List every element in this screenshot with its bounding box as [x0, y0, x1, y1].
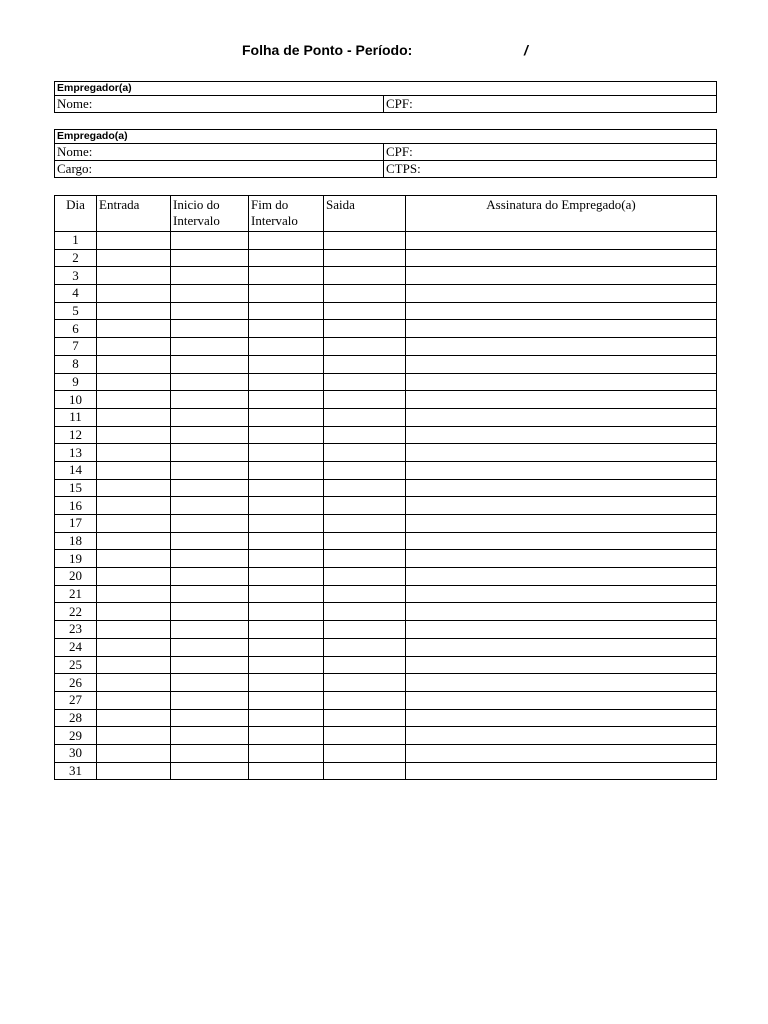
timesheet-header-row	[55, 196, 717, 232]
employer-section-label: Empregador(a)	[55, 82, 717, 96]
exit-cell[interactable]	[324, 461, 406, 479]
break-start-cell[interactable]	[171, 408, 249, 426]
break-start-line1: Inicio do	[173, 197, 220, 212]
day-number: 16	[55, 497, 97, 515]
exit-cell[interactable]	[324, 285, 406, 303]
title-text: Folha de Ponto - Período:	[242, 42, 413, 58]
day-number: 10	[55, 391, 97, 409]
break-end-cell[interactable]	[249, 249, 324, 267]
signature-cell[interactable]	[406, 479, 717, 497]
exit-cell[interactable]	[324, 391, 406, 409]
break-start-cell[interactable]	[171, 691, 249, 709]
break-end-cell[interactable]	[249, 568, 324, 586]
column-header-signature: Assinatura do Empregado(a)	[406, 196, 717, 232]
employer-name-field[interactable]: Nome:	[55, 96, 384, 113]
break-end-cell[interactable]	[249, 515, 324, 533]
break-end-cell[interactable]	[249, 373, 324, 391]
break-end-cell[interactable]	[249, 532, 324, 550]
exit-cell[interactable]	[324, 656, 406, 674]
table-row	[55, 638, 717, 656]
break-start-cell[interactable]	[171, 355, 249, 373]
table-row	[55, 585, 717, 603]
day-number: 11	[55, 408, 97, 426]
entry-cell[interactable]	[97, 426, 171, 444]
entry-cell[interactable]	[97, 302, 171, 320]
exit-cell[interactable]	[324, 355, 406, 373]
employee-name-field[interactable]: Nome:	[55, 144, 384, 161]
day-number: 18	[55, 532, 97, 550]
day-number: 4	[55, 285, 97, 303]
table-row	[55, 391, 717, 409]
exit-cell[interactable]	[324, 444, 406, 462]
break-start-cell[interactable]	[171, 461, 249, 479]
signature-cell[interactable]	[406, 762, 717, 780]
signature-cell[interactable]	[406, 355, 717, 373]
entry-cell[interactable]	[97, 550, 171, 568]
table-row	[55, 232, 717, 250]
exit-cell[interactable]	[324, 762, 406, 780]
signature-cell[interactable]	[406, 267, 717, 285]
signature-cell[interactable]	[406, 585, 717, 603]
exit-cell[interactable]	[324, 621, 406, 639]
signature-cell[interactable]	[406, 249, 717, 267]
entry-cell[interactable]	[97, 603, 171, 621]
day-number: 24	[55, 638, 97, 656]
entry-cell[interactable]	[97, 461, 171, 479]
break-end-cell[interactable]	[249, 621, 324, 639]
break-start-cell[interactable]	[171, 391, 249, 409]
day-number: 7	[55, 338, 97, 356]
break-end-cell[interactable]	[249, 709, 324, 727]
break-end-cell[interactable]	[249, 638, 324, 656]
day-number: 1	[55, 232, 97, 250]
signature-cell[interactable]	[406, 426, 717, 444]
employee-section-label: Empregado(a)	[55, 130, 717, 144]
exit-cell[interactable]	[324, 373, 406, 391]
break-start-cell[interactable]	[171, 320, 249, 338]
entry-cell[interactable]	[97, 638, 171, 656]
break-end-cell[interactable]	[249, 391, 324, 409]
exit-cell[interactable]	[324, 691, 406, 709]
entry-cell[interactable]	[97, 497, 171, 515]
break-start-cell[interactable]	[171, 656, 249, 674]
column-header-day: Dia	[55, 196, 97, 232]
day-number: 21	[55, 585, 97, 603]
break-start-cell[interactable]	[171, 515, 249, 533]
entry-cell[interactable]	[97, 373, 171, 391]
exit-cell[interactable]	[324, 638, 406, 656]
entry-cell[interactable]	[97, 338, 171, 356]
break-end-cell[interactable]	[249, 426, 324, 444]
exit-cell[interactable]	[324, 426, 406, 444]
break-start-cell[interactable]	[171, 585, 249, 603]
signature-cell[interactable]	[406, 603, 717, 621]
day-number: 27	[55, 691, 97, 709]
table-row	[55, 674, 717, 692]
entry-cell[interactable]	[97, 674, 171, 692]
entry-cell[interactable]	[97, 621, 171, 639]
entry-cell[interactable]	[97, 515, 171, 533]
table-row	[55, 603, 717, 621]
break-end-cell[interactable]	[249, 408, 324, 426]
signature-cell[interactable]	[406, 232, 717, 250]
table-row	[55, 267, 717, 285]
table-row	[55, 550, 717, 568]
table-row	[55, 479, 717, 497]
exit-cell[interactable]	[324, 603, 406, 621]
table-row	[55, 709, 717, 727]
exit-cell[interactable]	[324, 709, 406, 727]
entry-cell[interactable]	[97, 408, 171, 426]
column-header-exit: Saida	[324, 196, 406, 232]
break-end-line2: Intervalo	[251, 213, 298, 228]
break-start-cell[interactable]	[171, 674, 249, 692]
entry-cell[interactable]	[97, 656, 171, 674]
signature-cell[interactable]	[406, 691, 717, 709]
entry-cell[interactable]	[97, 285, 171, 303]
break-start-cell[interactable]	[171, 744, 249, 762]
signature-cell[interactable]	[406, 568, 717, 586]
day-number: 9	[55, 373, 97, 391]
signature-cell[interactable]	[406, 338, 717, 356]
break-start-cell[interactable]	[171, 762, 249, 780]
day-number: 17	[55, 515, 97, 533]
break-end-cell[interactable]	[249, 656, 324, 674]
day-number: 8	[55, 355, 97, 373]
exit-cell[interactable]	[324, 338, 406, 356]
signature-cell[interactable]	[406, 550, 717, 568]
entry-cell[interactable]	[97, 391, 171, 409]
break-end-cell[interactable]	[249, 232, 324, 250]
break-start-cell[interactable]	[171, 338, 249, 356]
entry-cell[interactable]	[97, 744, 171, 762]
signature-cell[interactable]	[406, 461, 717, 479]
break-start-cell[interactable]	[171, 249, 249, 267]
entry-cell[interactable]	[97, 709, 171, 727]
entry-cell[interactable]	[97, 479, 171, 497]
day-number: 25	[55, 656, 97, 674]
break-end-cell[interactable]	[249, 691, 324, 709]
day-number: 5	[55, 302, 97, 320]
break-start-cell[interactable]	[171, 621, 249, 639]
break-start-cell[interactable]	[171, 426, 249, 444]
signature-cell[interactable]	[406, 709, 717, 727]
signature-cell[interactable]	[406, 532, 717, 550]
signature-cell[interactable]	[406, 391, 717, 409]
day-number: 2	[55, 249, 97, 267]
employee-role-field[interactable]: Cargo:	[55, 161, 384, 178]
exit-cell[interactable]	[324, 585, 406, 603]
table-row	[55, 568, 717, 586]
break-end-cell[interactable]	[249, 603, 324, 621]
timesheet-body	[55, 232, 717, 780]
exit-cell[interactable]	[324, 249, 406, 267]
day-number: 3	[55, 267, 97, 285]
table-row	[55, 532, 717, 550]
day-number: 31	[55, 762, 97, 780]
exit-cell[interactable]	[324, 267, 406, 285]
exit-cell[interactable]	[324, 727, 406, 745]
break-start-cell[interactable]	[171, 727, 249, 745]
exit-cell[interactable]	[324, 302, 406, 320]
break-start-cell[interactable]	[171, 550, 249, 568]
exit-cell[interactable]	[324, 320, 406, 338]
signature-cell[interactable]	[406, 444, 717, 462]
signature-cell[interactable]	[406, 638, 717, 656]
signature-cell[interactable]	[406, 408, 717, 426]
exit-cell[interactable]	[324, 515, 406, 533]
exit-cell[interactable]	[324, 408, 406, 426]
entry-cell[interactable]	[97, 532, 171, 550]
table-row	[55, 497, 717, 515]
day-number: 22	[55, 603, 97, 621]
entry-cell[interactable]	[97, 267, 171, 285]
day-number: 15	[55, 479, 97, 497]
day-number: 19	[55, 550, 97, 568]
break-end-cell[interactable]	[249, 355, 324, 373]
break-end-cell[interactable]	[249, 550, 324, 568]
break-end-cell[interactable]	[249, 674, 324, 692]
table-row	[55, 408, 717, 426]
entry-cell[interactable]	[97, 691, 171, 709]
break-end-cell[interactable]	[249, 320, 324, 338]
entry-cell[interactable]	[97, 762, 171, 780]
break-end-cell[interactable]	[249, 727, 324, 745]
day-number: 28	[55, 709, 97, 727]
table-row	[55, 338, 717, 356]
break-start-cell[interactable]	[171, 709, 249, 727]
signature-cell[interactable]	[406, 727, 717, 745]
entry-cell[interactable]	[97, 232, 171, 250]
employee-cpf-field[interactable]: CPF:	[384, 144, 717, 161]
break-end-cell[interactable]	[249, 497, 324, 515]
exit-cell[interactable]	[324, 497, 406, 515]
break-end-line1: Fim do	[251, 197, 289, 212]
break-start-cell[interactable]	[171, 302, 249, 320]
break-start-line2: Intervalo	[173, 213, 220, 228]
day-number: 12	[55, 426, 97, 444]
break-start-cell[interactable]	[171, 532, 249, 550]
exit-cell[interactable]	[324, 232, 406, 250]
day-number: 6	[55, 320, 97, 338]
day-number: 13	[55, 444, 97, 462]
signature-cell[interactable]	[406, 320, 717, 338]
table-row	[55, 249, 717, 267]
table-row	[55, 656, 717, 674]
break-end-cell[interactable]	[249, 444, 324, 462]
table-row	[55, 744, 717, 762]
employer-section	[54, 81, 717, 113]
employee-section	[54, 129, 717, 178]
break-end-cell[interactable]	[249, 285, 324, 303]
table-row	[55, 285, 717, 303]
break-end-cell[interactable]	[249, 585, 324, 603]
day-number: 26	[55, 674, 97, 692]
table-row	[55, 461, 717, 479]
employee-ctps-field[interactable]: CTPS:	[384, 161, 717, 178]
break-end-cell[interactable]	[249, 338, 324, 356]
entry-cell[interactable]	[97, 249, 171, 267]
signature-cell[interactable]	[406, 497, 717, 515]
entry-cell[interactable]	[97, 585, 171, 603]
column-header-break-end	[249, 196, 324, 232]
break-end-cell[interactable]	[249, 762, 324, 780]
day-number: 14	[55, 461, 97, 479]
exit-cell[interactable]	[324, 479, 406, 497]
employer-cpf-field[interactable]: CPF:	[384, 96, 717, 113]
signature-cell[interactable]	[406, 656, 717, 674]
break-start-cell[interactable]	[171, 603, 249, 621]
signature-cell[interactable]	[406, 621, 717, 639]
timesheet-table	[54, 195, 717, 780]
day-number: 23	[55, 621, 97, 639]
table-row	[55, 355, 717, 373]
column-header-break-start	[171, 196, 249, 232]
table-row	[55, 515, 717, 533]
table-row	[55, 302, 717, 320]
break-end-cell[interactable]	[249, 479, 324, 497]
entry-cell[interactable]	[97, 320, 171, 338]
exit-cell[interactable]	[324, 550, 406, 568]
signature-cell[interactable]	[406, 302, 717, 320]
break-start-cell[interactable]	[171, 497, 249, 515]
exit-cell[interactable]	[324, 568, 406, 586]
break-start-cell[interactable]	[171, 285, 249, 303]
table-row	[55, 621, 717, 639]
document-title	[0, 42, 768, 62]
exit-cell[interactable]	[324, 674, 406, 692]
column-header-entry: Entrada	[97, 196, 171, 232]
entry-cell[interactable]	[97, 444, 171, 462]
break-start-cell[interactable]	[171, 479, 249, 497]
break-start-cell[interactable]	[171, 232, 249, 250]
entry-cell[interactable]	[97, 355, 171, 373]
exit-cell[interactable]	[324, 532, 406, 550]
signature-cell[interactable]	[406, 373, 717, 391]
break-start-cell[interactable]	[171, 444, 249, 462]
day-number: 30	[55, 744, 97, 762]
day-number: 29	[55, 727, 97, 745]
table-row	[55, 444, 717, 462]
break-start-cell[interactable]	[171, 267, 249, 285]
exit-cell[interactable]	[324, 744, 406, 762]
table-row	[55, 320, 717, 338]
signature-cell[interactable]	[406, 515, 717, 533]
break-end-cell[interactable]	[249, 267, 324, 285]
break-start-cell[interactable]	[171, 373, 249, 391]
table-row	[55, 426, 717, 444]
table-row	[55, 727, 717, 745]
table-row	[55, 691, 717, 709]
table-row	[55, 762, 717, 780]
signature-cell[interactable]	[406, 674, 717, 692]
break-start-cell[interactable]	[171, 568, 249, 586]
break-start-cell[interactable]	[171, 638, 249, 656]
signature-cell[interactable]	[406, 744, 717, 762]
day-number: 20	[55, 568, 97, 586]
signature-cell[interactable]	[406, 285, 717, 303]
entry-cell[interactable]	[97, 568, 171, 586]
entry-cell[interactable]	[97, 727, 171, 745]
break-end-cell[interactable]	[249, 302, 324, 320]
break-end-cell[interactable]	[249, 461, 324, 479]
break-end-cell[interactable]	[249, 744, 324, 762]
table-row	[55, 373, 717, 391]
period-separator: /	[524, 42, 528, 58]
